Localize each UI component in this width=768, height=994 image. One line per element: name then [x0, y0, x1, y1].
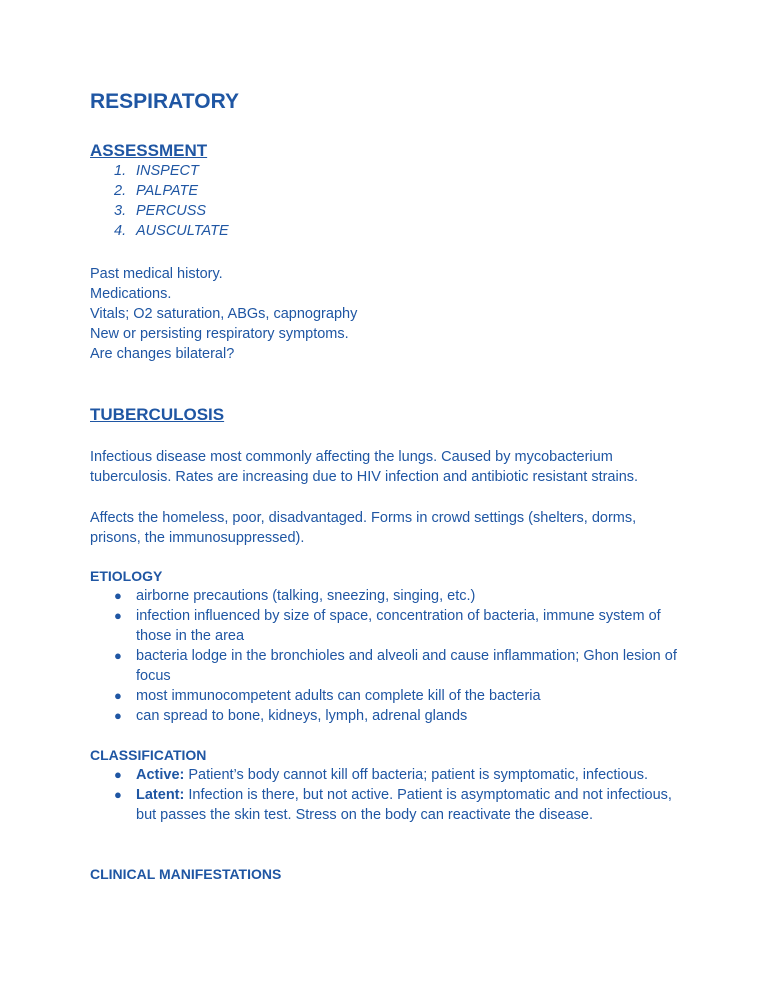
bullet-icon: ● — [114, 767, 122, 782]
list-item: ● infection influenced by size of space, concentration of bacteria, immune system of those in the area — [114, 608, 661, 644]
bullet-icon: ● — [114, 648, 122, 663]
bullet-icon: ● — [114, 608, 122, 623]
bullet-icon: ● — [114, 588, 122, 603]
assessment-heading: ASSESSMENT — [90, 141, 208, 160]
list-item: ● Active: Patient’s body cannot kill off bacteria; patient is symptomatic, infectious. — [114, 767, 649, 783]
etiology-heading: ETIOLOGY — [90, 568, 163, 584]
classification-list — [90, 765, 680, 825]
etiology-list — [90, 586, 680, 726]
list-item: 4. AUSCULTATE — [114, 223, 229, 239]
list-item: 2. PALPATE — [114, 183, 199, 199]
assessment-steps — [90, 161, 229, 241]
tuberculosis-paragraph: Affects the homeless, poor, disadvantaged. Forms in crowd settings (shelters, dorms, prisons, the immunosuppressed). — [90, 510, 637, 546]
list-item: 1. INSPECT — [114, 163, 199, 179]
list-item: 3. PERCUSS — [114, 203, 207, 219]
list-item: ● Latent: Infection is there, but not active. Patient is asymptomatic and not infectious, but passes the skin test. Stress on the body can reactivate the disease. — [114, 787, 672, 823]
assessment-note: Medications. — [90, 286, 172, 302]
classification-label: Latent: — [136, 787, 185, 803]
classification-label: Active: — [136, 767, 185, 783]
clinical-manifestations-heading: CLINICAL MANIFESTATIONS — [90, 866, 282, 882]
list-item: ● most immunocompetent adults can complete kill of the bacteria — [114, 688, 541, 704]
page-title: RESPIRATORY — [90, 90, 239, 113]
bullet-icon: ● — [114, 708, 122, 723]
tuberculosis-heading: TUBERCULOSIS — [90, 405, 225, 424]
list-item: ● can spread to bone, kidneys, lymph, adrenal glands — [114, 708, 468, 724]
assessment-note: Past medical history. — [90, 266, 223, 282]
tuberculosis-paragraph: Infectious disease most commonly affecting the lungs. Caused by mycobacterium tuberculosis. Rates are increasing due to HIV infection and antibiotic resistant strains. — [90, 449, 639, 485]
classification-heading: CLASSIFICATION — [90, 747, 207, 763]
list-item: ● bacteria lodge in the bronchioles and alveoli and cause inflammation; Ghon lesion of focus — [114, 648, 677, 684]
assessment-note: Vitals; O2 saturation, ABGs, capnography — [90, 306, 358, 322]
bullet-icon: ● — [114, 688, 122, 703]
assessment-note: New or persisting respiratory symptoms. — [90, 326, 349, 342]
list-item: ● airborne precautions (talking, sneezing, singing, etc.) — [114, 588, 476, 604]
bullet-icon: ● — [114, 787, 122, 802]
assessment-note: Are changes bilateral? — [90, 346, 235, 362]
